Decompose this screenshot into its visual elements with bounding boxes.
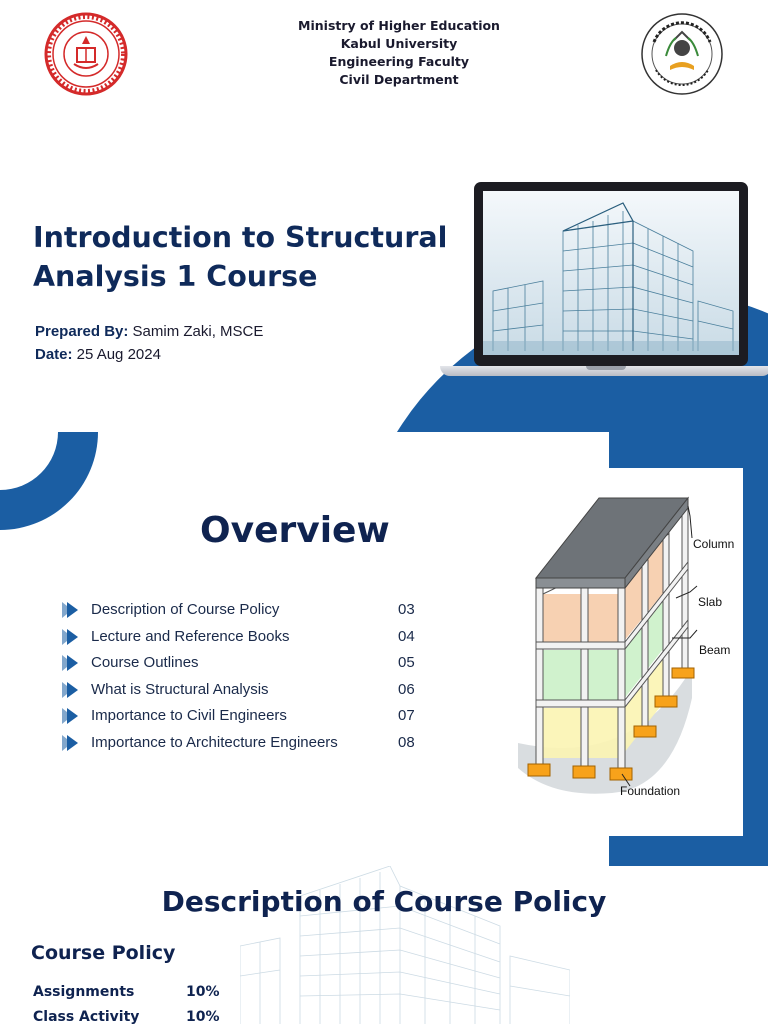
play-arrow-icon bbox=[62, 682, 84, 698]
laptop-notch bbox=[586, 366, 626, 370]
structural-frame-diagram bbox=[492, 468, 743, 836]
presentation-meta bbox=[35, 320, 263, 366]
ministry-line: Ministry of Higher Education bbox=[298, 18, 500, 33]
title-line-2: Analysis 1 Course bbox=[33, 260, 318, 293]
building-wireframe-icon bbox=[483, 191, 739, 355]
toc-item-page: 07 bbox=[398, 707, 415, 724]
policy-row bbox=[33, 1007, 220, 1024]
toc-item-label: Importance to Architecture Engineers bbox=[91, 733, 338, 751]
title-line-1: Introduction to Structural bbox=[33, 221, 448, 254]
course-policy-title: Description of Course Policy bbox=[161, 885, 607, 918]
overview-slide bbox=[0, 432, 768, 866]
toc-item[interactable] bbox=[62, 651, 422, 678]
faculty-line: Engineering Faculty bbox=[328, 54, 470, 69]
structure-diagram-icon bbox=[492, 468, 743, 836]
prepared-label: Prepared By: bbox=[35, 323, 129, 340]
title-slide bbox=[0, 0, 768, 432]
ministry-logo-icon bbox=[640, 12, 724, 96]
table-of-contents bbox=[62, 598, 422, 757]
slab-label: Slab bbox=[698, 595, 723, 609]
play-arrow-icon bbox=[62, 708, 84, 724]
toc-item[interactable] bbox=[62, 598, 422, 625]
toc-item[interactable] bbox=[62, 625, 422, 652]
play-arrow-icon bbox=[62, 735, 84, 751]
toc-item[interactable] bbox=[62, 704, 422, 731]
kabul-university-seal-icon bbox=[44, 12, 128, 96]
policy-row-value: 10% bbox=[186, 984, 220, 1000]
toc-item[interactable] bbox=[62, 678, 422, 705]
date-label: Date: bbox=[35, 346, 73, 363]
toc-item-label: What is Structural Analysis bbox=[91, 680, 269, 698]
presentation-title bbox=[33, 218, 483, 296]
date-value: 25 Aug 2024 bbox=[72, 346, 161, 363]
prepared-value: Samim Zaki, MSCE bbox=[128, 323, 264, 340]
policy-row-label: Assignments bbox=[33, 984, 135, 1000]
course-policy-slide bbox=[0, 866, 768, 1024]
ministry-header bbox=[230, 17, 568, 89]
toc-item-label: Description of Course Policy bbox=[91, 601, 280, 618]
toc-item-label: Importance to Civil Engineers bbox=[91, 707, 287, 724]
toc-item-page: 04 bbox=[398, 627, 415, 645]
toc-item-page: 05 bbox=[398, 654, 415, 671]
column-label: Column bbox=[693, 537, 735, 551]
play-arrow-icon bbox=[62, 629, 84, 645]
date bbox=[35, 343, 263, 366]
toc-item-page: 08 bbox=[398, 733, 415, 751]
prepared-by bbox=[35, 320, 263, 343]
department-line: Civil Department bbox=[339, 72, 459, 87]
university-line: Kabul University bbox=[340, 36, 458, 51]
toc-item-label: Course Outlines bbox=[91, 654, 199, 671]
play-arrow-icon bbox=[62, 602, 84, 618]
play-arrow-icon bbox=[62, 655, 84, 671]
laptop-image bbox=[440, 182, 768, 378]
toc-item-page: 03 bbox=[398, 601, 415, 618]
toc-item-page: 06 bbox=[398, 680, 415, 698]
foundation-label: Foundation bbox=[620, 784, 681, 798]
toc-item-label: Lecture and Reference Books bbox=[91, 627, 290, 645]
beam-label: Beam bbox=[699, 643, 731, 657]
course-policy-subtitle: Course Policy bbox=[31, 942, 176, 964]
policy-row-label: Class Activity bbox=[33, 1009, 140, 1024]
toc-item[interactable] bbox=[62, 731, 422, 758]
policy-row bbox=[33, 982, 220, 1002]
policy-row-value: 10% bbox=[186, 1009, 220, 1024]
overview-title: Overview bbox=[200, 510, 390, 551]
laptop-screen bbox=[474, 182, 748, 366]
